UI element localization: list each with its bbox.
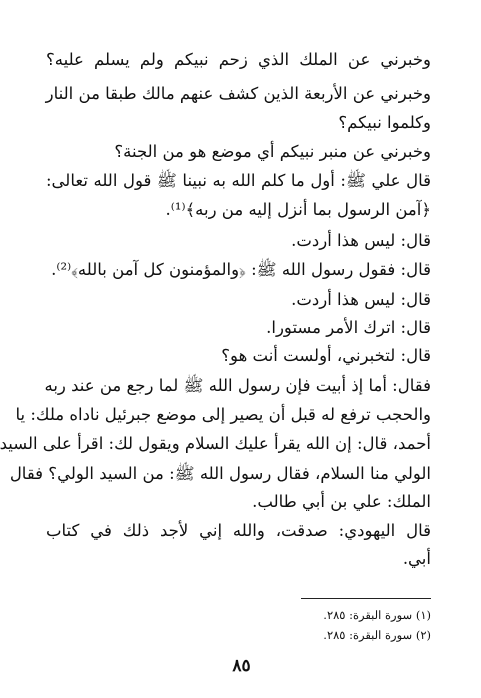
text-line-3: وكلموا نبيكم؟ xyxy=(338,113,431,132)
footnote-2: (٢) سورة البقرة: ٢٨٥. xyxy=(323,628,431,642)
text-line-12: فقال: أما إذ أبيت فإن رسول الله ﷺ لما رجع من عند ربه xyxy=(44,376,431,395)
book-page xyxy=(2,0,481,698)
footnote-1: (١) سورة البقرة: ٢٨٥. xyxy=(323,608,431,622)
text-line-14: أحمد، قال: إن الله يقرأ عليك السلام ويقول لك: اقرأ على السيد xyxy=(0,434,431,453)
text-line-5: قال علي ﷺ: أول ما كلم الله به نبينا ﷺ قول الله تعالى: xyxy=(46,171,431,190)
text-line-8: قال: فقول رسول الله ﷺ: ﴿والمؤمنون كل آمن بالله﴾⁽²⁾. xyxy=(51,260,431,279)
text-line-7: قال: ليس هذا أردت. xyxy=(291,231,431,250)
text-line-15: الولي منا السلام، فقال رسول الله ﷺ: من السيد الولي؟ فقال xyxy=(9,464,431,483)
text-line-13: والحجب ترفع له قبل أن يصير إلى موضع جبرئيل ناداه ملك: يا xyxy=(15,405,431,424)
text-line-16: الملك: علي بن أبي طالب. xyxy=(252,492,431,511)
text-line-11: قال: لتخبرني، أولست أنت هو؟ xyxy=(221,346,431,365)
text-line-10: قال: اترك الأمر مستورا. xyxy=(266,318,431,337)
text-line-17: قال اليهودي: صدقت، والله إني لأجد ذلك في كتاب xyxy=(46,521,431,540)
footnote-divider xyxy=(301,598,431,599)
text-line-6: ﴿آمن الرسول بما أنزل إليه من ربه﴾⁽¹⁾. xyxy=(165,200,431,219)
page-number: ٨٥ xyxy=(232,656,251,676)
text-line-18: أبي. xyxy=(402,549,431,568)
text-line-1: وخبرني عن الملك الذي زحم نبيكم ولم يسلم عليه؟ xyxy=(46,50,431,69)
text-line-9: قال: ليس هذا أردت. xyxy=(291,290,431,309)
text-line-2: وخبرني عن الأربعة الذين كشف عنهم مالك طبقا من النار xyxy=(45,84,431,103)
text-line-4: وخبرني عن منبر نبيكم أي موضع هو من الجنة؟ xyxy=(114,142,431,161)
